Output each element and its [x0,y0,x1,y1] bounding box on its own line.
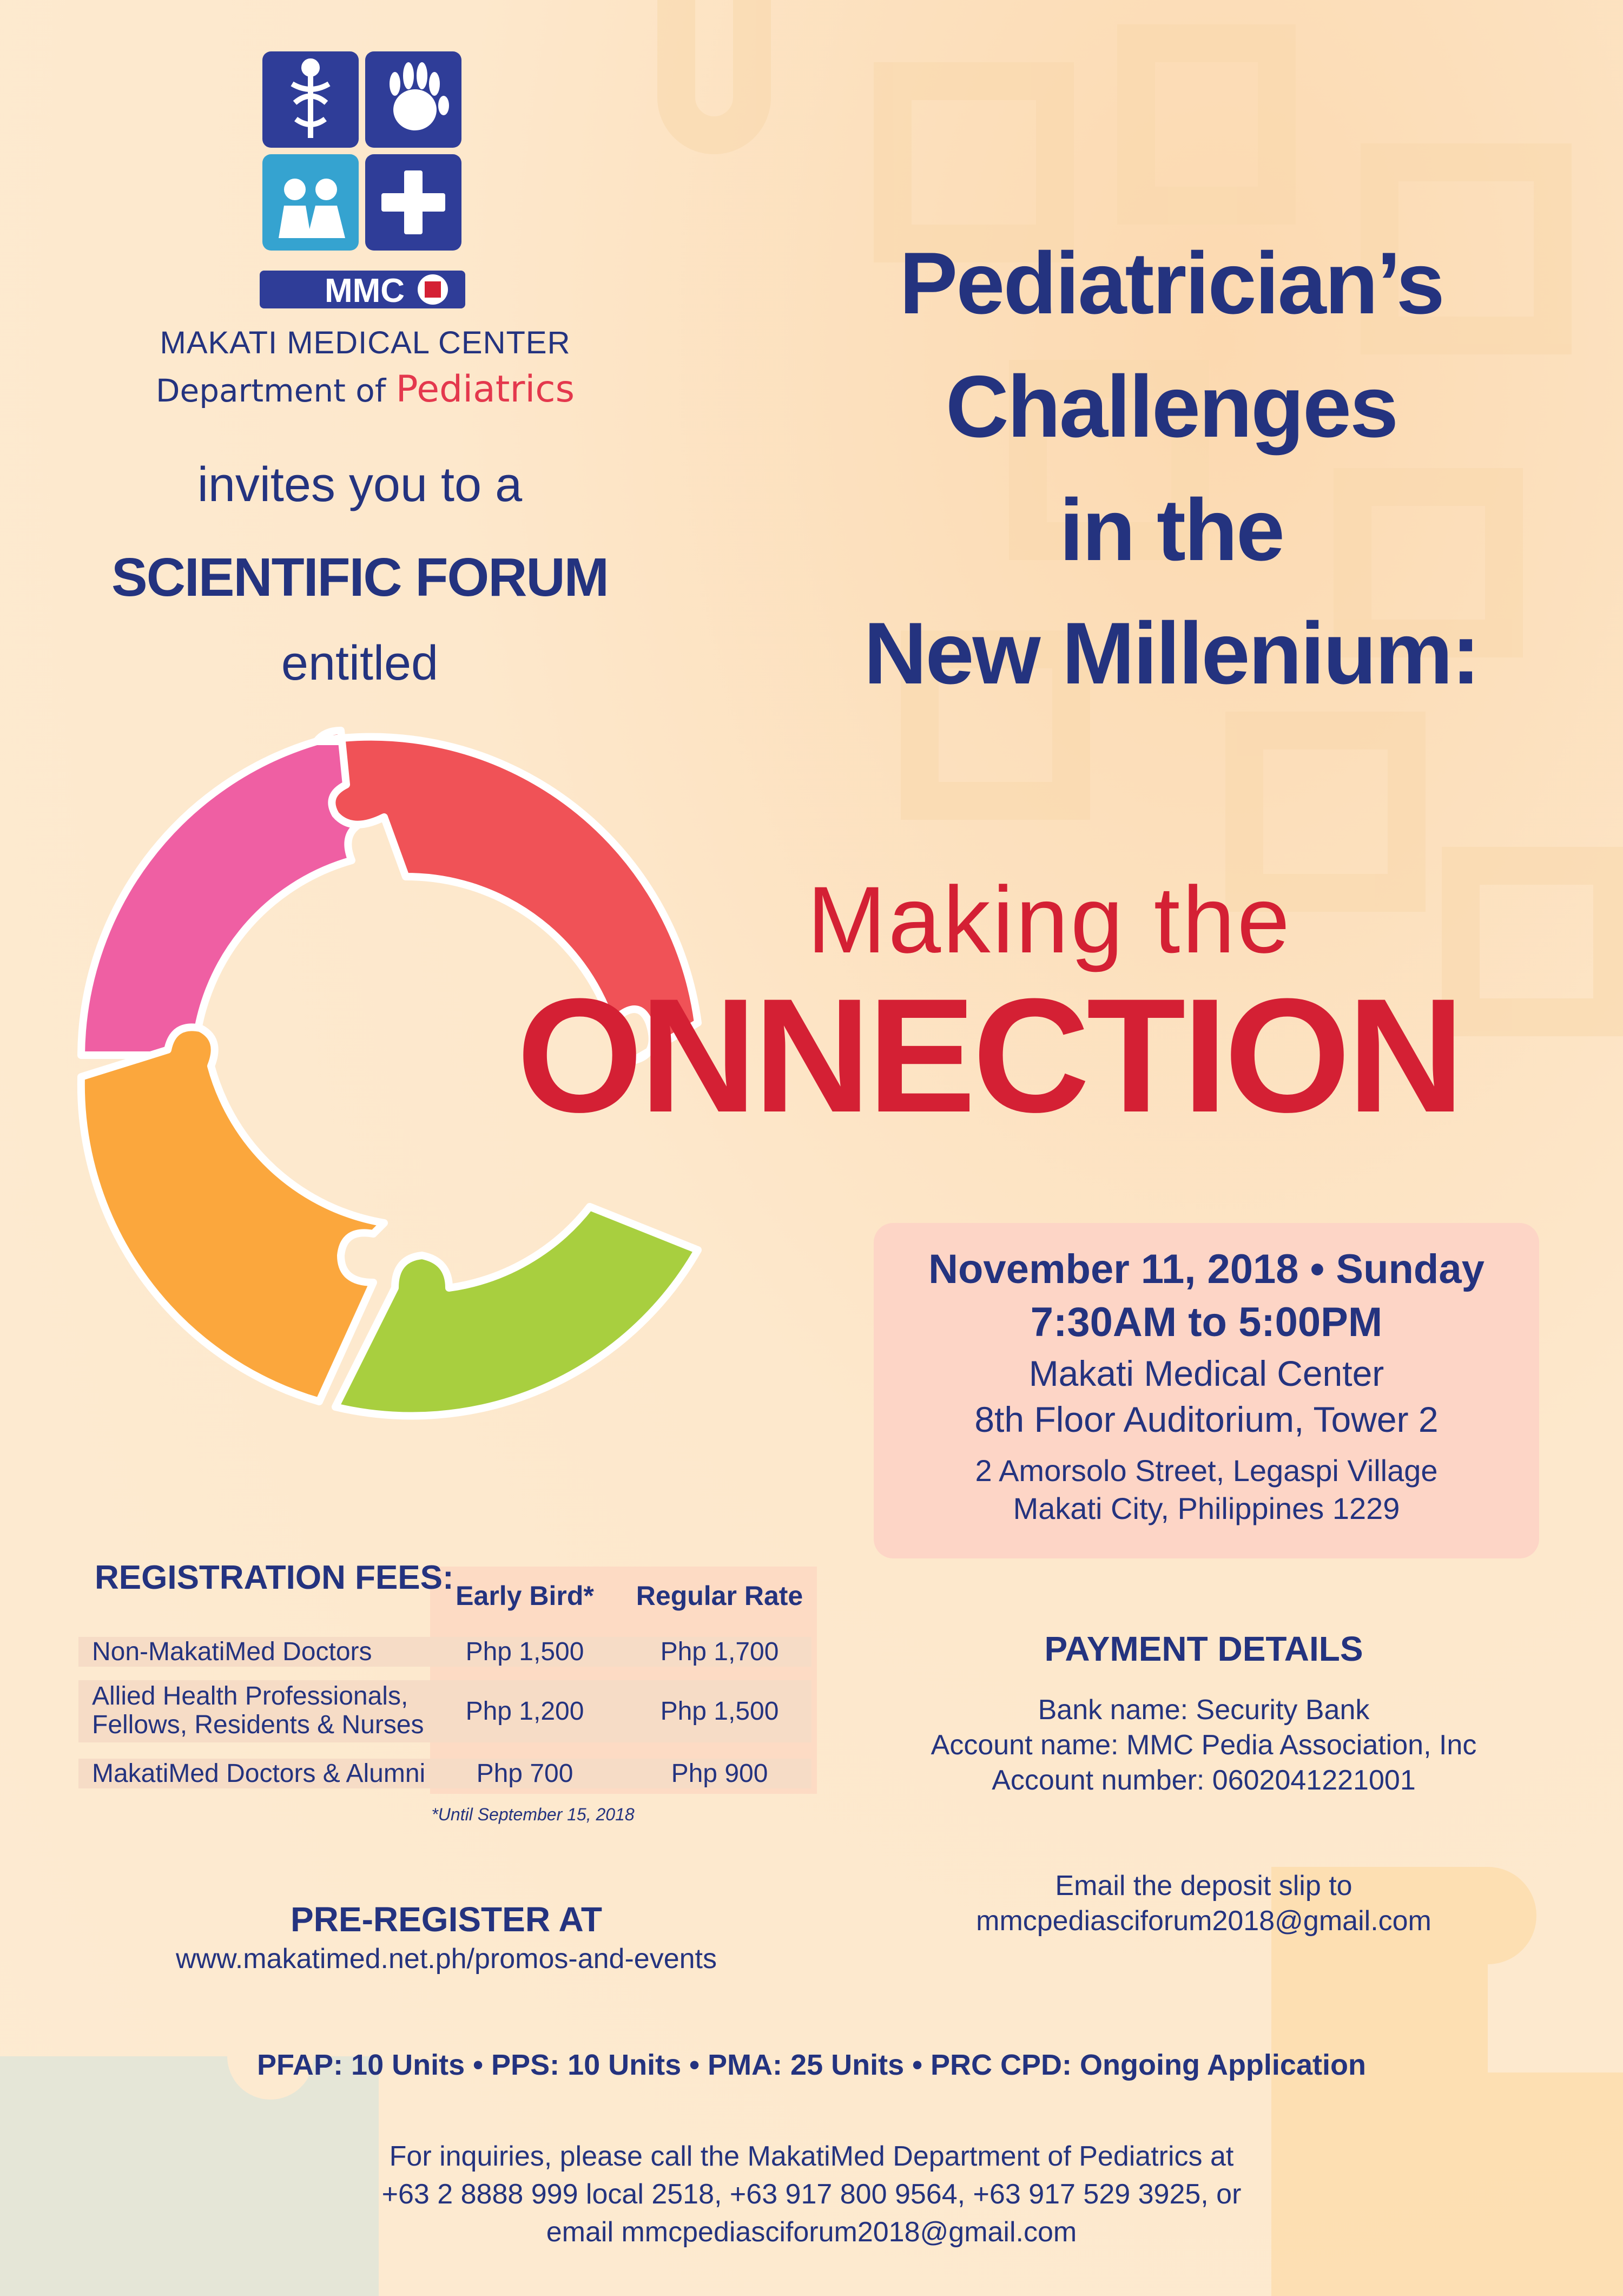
caduceus-icon [262,51,359,148]
fee-row-early: Php 1,200 [465,1697,584,1726]
fee-row-label: Non-MakatiMed Doctors [92,1637,372,1666]
fee-row-label-1: Allied Health Professionals, [92,1682,408,1711]
puzzle-piece-orange [81,1027,384,1402]
pre-register-url: www.makatimed.net.ph/promos-and-events [175,1943,717,1975]
event-venue-2: 8th Floor Auditorium, Tower 2 [974,1399,1439,1439]
event-address-1: 2 Amorsolo Street, Legaspi Village [975,1453,1438,1488]
org-name: MAKATI MEDICAL CENTER [160,325,571,360]
medical-cross-icon [365,154,461,251]
fee-row [78,1759,812,1788]
fee-row-early: Php 700 [476,1759,573,1788]
registration-fees-heading: REGISTRATION FEES: [95,1559,454,1596]
inquiries-line-3: email mmcpediasciforum2018@gmail.com [546,2216,1077,2248]
event-info-box [874,1223,1539,1558]
regular-rate-header: Regular Rate [636,1581,803,1611]
department-pediatrics: Pediatrics [395,368,575,411]
account-name: Account name: MMC Pedia Association, Inc [931,1729,1477,1761]
title-line-4: New Millenium: [863,604,1479,702]
connection-text: ONNECTION [517,964,1461,1146]
event-title [757,222,1585,715]
event-address-2: Makati City, Philippines 1229 [1013,1491,1400,1525]
scientific-forum-heading: SCIENTIFIC FORUM [111,547,608,608]
title-line-3: in the [1059,481,1283,579]
deposit-email: mmcpediasciforum2018@gmail.com [976,1905,1431,1937]
event-venue-1: Makati Medical Center [1028,1353,1384,1393]
account-number: Account number: 0602041221001 [992,1765,1416,1796]
pre-register-heading: PRE-REGISTER AT [290,1900,603,1939]
event-date: November 11, 2018 • Sunday [928,1246,1485,1292]
fee-row [78,1680,812,1742]
mmc-logo [262,51,465,254]
entitled-text: entitled [281,636,439,690]
bank-name: Bank name: Security Bank [1038,1694,1370,1726]
hand-print-icon [365,51,461,148]
fee-row-label: MakatiMed Doctors & Alumni [92,1759,426,1788]
children-icon [262,154,359,251]
fee-row-regular: Php 1,700 [660,1637,779,1666]
department-prefix: Department of [155,372,386,409]
invites-text: invites you to a [197,458,523,512]
title-line-1: Pediatrician’s [899,234,1443,332]
early-bird-note: *Until September 15, 2018 [431,1805,635,1824]
inquiries-line-2: +63 2 8888 999 local 2518, +63 917 800 9564, +63 917 529 3925, or [381,2179,1242,2210]
department-name [135,368,595,411]
fee-row [78,1637,812,1667]
payment-details-heading: PAYMENT DETAILS [1044,1629,1363,1668]
cpd-units: PFAP: 10 Units • PPS: 10 Units • PMA: 25 Units • PRC CPD: Ongoing Application [257,2049,1366,2081]
early-bird-header: Early Bird* [456,1581,594,1611]
fee-row-regular: Php 900 [671,1759,768,1788]
mmc-wordmark [260,265,465,314]
fee-row-label-2: Fellows, Residents & Nurses [92,1711,424,1739]
title-line-2: Challenges [945,358,1397,456]
fee-row-early: Php 1,500 [465,1637,584,1666]
puzzle-piece-green [335,1207,698,1416]
making-the-text: Making the [807,867,1292,973]
deposit-email-label: Email the deposit slip to [1055,1870,1352,1902]
event-time: 7:30AM to 5:00PM [1030,1299,1383,1345]
mmc-wordmark-text: MMC [325,272,405,310]
inquiries-line-1: For inquiries, please call the MakatiMed Department of Pediatrics at [389,2141,1234,2172]
fee-row-regular: Php 1,500 [660,1697,779,1726]
